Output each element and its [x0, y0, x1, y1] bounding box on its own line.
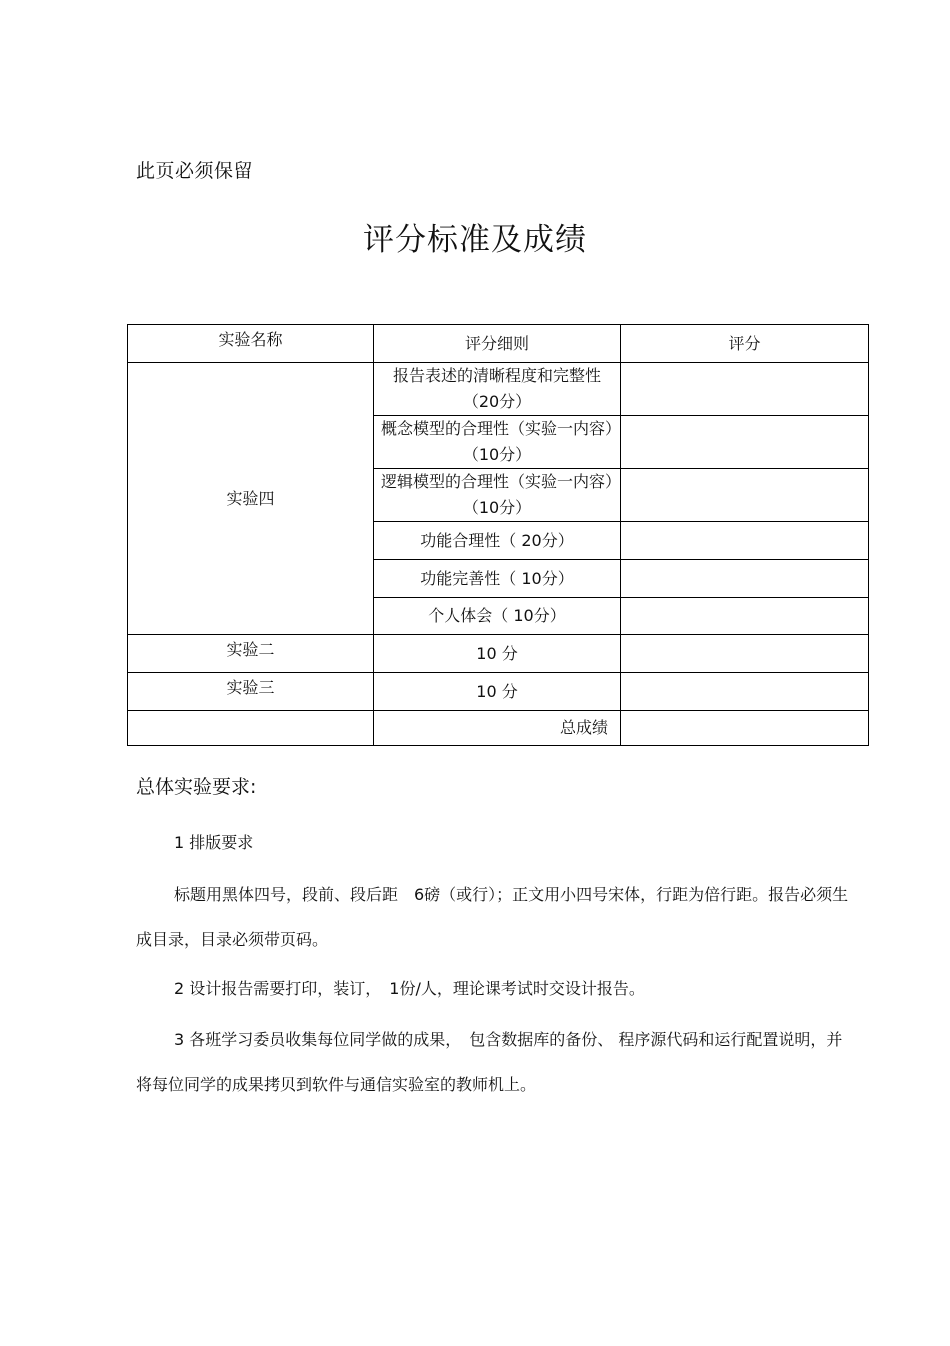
page-note: 此页必须保留	[136, 160, 254, 182]
requirement-item: 3 各班学习委员收集每位同学做的成果， 包含数据库的备份、 程序源代码和运行配置说明，并将每位同学的成果拷贝到软件与通信实验室的教师机上。	[136, 1030, 843, 1094]
score-cell	[621, 673, 869, 711]
total-score-cell	[621, 711, 869, 746]
criterion-cell: 报告表述的清晰程度和完整性（20分）	[374, 363, 621, 416]
requirement-item: 1 排版要求	[174, 833, 254, 852]
criterion-cell: 逻辑模型的合理性（实验一内容）（10分）	[374, 469, 621, 522]
experiment3-points: 10 分	[374, 673, 621, 711]
score-cell	[621, 469, 869, 522]
page-title: 评分标准及成绩	[363, 222, 587, 258]
experiment4-name: 实验四	[128, 363, 374, 635]
score-cell	[621, 363, 869, 416]
table-row	[128, 673, 869, 711]
total-label: 总成绩	[374, 711, 621, 746]
table-row	[128, 711, 869, 746]
score-cell	[621, 416, 869, 469]
experiment3-name: 实验三	[128, 673, 374, 711]
table-row	[128, 363, 869, 416]
criterion-cell: 个人体会（ 10分）	[374, 598, 621, 635]
score-cell	[621, 560, 869, 598]
experiment2-points: 10 分	[374, 635, 621, 673]
score-table	[127, 324, 869, 746]
table-header-row	[128, 325, 869, 363]
empty-cell	[128, 711, 374, 746]
score-cell	[621, 635, 869, 673]
criterion-cell: 功能完善性（ 10分）	[374, 560, 621, 598]
requirement-item: 标题用黑体四号，段前、段后距 6磅（或行）；正文用小四号宋体，行距为倍行距。报告必须生成目录，目录必须带页码。	[136, 885, 849, 949]
table-row	[128, 635, 869, 673]
criterion-cell: 概念模型的合理性（实验一内容）（10分）	[374, 416, 621, 469]
requirement-item: 2 设计报告需要打印，装订， 1份/人，理论课考试时交设计报告。	[174, 979, 645, 998]
requirements-heading: 总体实验要求:	[136, 776, 257, 798]
score-cell	[621, 598, 869, 635]
header-score: 评分	[621, 325, 869, 363]
score-cell	[621, 522, 869, 560]
header-criteria: 评分细则	[374, 325, 621, 363]
header-experiment-name: 实验名称	[128, 325, 374, 363]
criterion-cell: 功能合理性（ 20分）	[374, 522, 621, 560]
experiment2-name: 实验二	[128, 635, 374, 673]
